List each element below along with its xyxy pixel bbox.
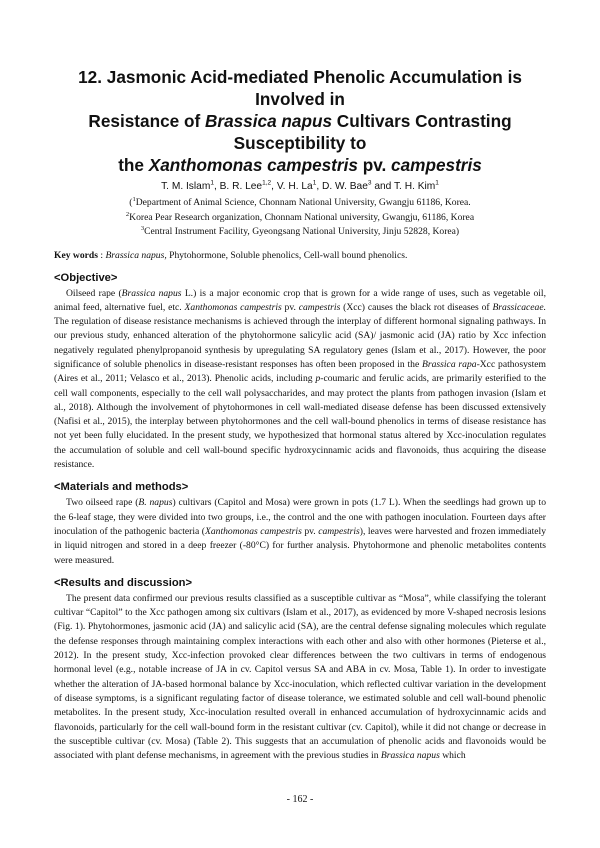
methods-paragraph: Two oilseed rape (B. napus) cultivars (Capitol and Mosa) were grown in pots (1.7 L). When the seedlings had grown up to the 6-leaf stage, they were divided into two groups, i.e., the control and the one with pathogen inoculation. Fourteen days after inoculation of the pathogenic bacteria (Xanthomonas campestris pv. campestris), leaves were harvested and frozen immediately in liquid nitrogen and stored in a deep freezer (-80°C) for further analysis. Phytohormone and phenolic metabolites contents were measured. [54,497,546,566]
affiliation-list [54,196,546,240]
author: T. H. Kim$^1$ [393,179,439,192]
author: T. M. Islam$^1$ [161,179,214,192]
paper-title: 12. Jasmonic Acid-mediated Phenolic Accumulation is Involved in Resistance of Brassica napus Cultivars Contrasting Susceptibility to the Xanthomonas campestris pv. campestris [78,67,522,175]
title-pathogen: Xanthomonas campestris [148,155,358,175]
paper-page [54,66,546,763]
keywords-label: Key words [54,249,98,261]
affiliation: ($^1$Department of Animal Science, Chonnam National University, Gwangju 61186, Korea. [129,195,471,208]
author-list: T. M. Islam$^1$, B. R. Lee$^{1,2}$, V. H. La$^1$, D. W. Bae$^3$ and T. H. Kim$^1$ [161,179,439,192]
section-heading-results: <Results and discussion> [54,576,193,589]
title-line-1: 12. Jasmonic Acid-mediated Phenolic Accumulation is Involved in [78,67,522,109]
page-number: - 162 - [286,794,314,805]
title-species: Brassica napus [204,111,333,131]
author: D. W. Bae$^3$ [322,179,372,192]
section-heading-methods: <Materials and methods> [54,481,189,494]
affiliation: $^3$Central Instrument Facility, Gyeongsang National University, Jinju 52828, Korea) [140,224,460,237]
section-heading-objective: <Objective> [54,271,118,284]
author: B. R. Lee$^{1,2}$ [219,179,272,192]
title-pathovar: campestris [391,155,482,175]
results-paragraph: The present data confirmed our previous results classified as a susceptible cultivar as “Mosa”, while classifying the tolerant cultivar “Capitol” to the Xcc pathogen among six cultivars (Islam et al., 2017), as evidenced by more V-shaped necrosis lesions (Fig. 1). Phytohormones, jasmonic acid (JA) and salicylic acid (SA), are the central defense signaling molecules which regulate the defense responses through maintaining complex interactions with each other and also with other hormones (Pieterse et al., 2012). In the present study, Xcc-infection provoked clear differences between the two cultivars in terms of endogenous hormonal level (e.g., notable increase of JA in cv. Capitol versus SA and ABA in cv. Mosa, Table 1). In order to investigate whether the alteration of JA-based hormonal balance by Xcc-inoculation, which reflected cultivar variation in the development of disease symptoms, is a significant regulating factor of disease tolerance, we estimated soluble and cell wall-bound phenolic metabolites. In the present study, Xcc-inoculation resulted overall in enhanced accumulation of hydroxycinnamic acids and flavonoids, particularly for the cell wall-bound form in the resistant cultivar (cv. Capitol), while it did not change or decrease in the susceptible cultivar (cv. Mosa) (Table 2). This suggests that an accumulation of phenolic acids and flavonoids would be associated with plant defense mechanisms, in agreement with the previous studies in Brassica napus which [54,592,546,762]
author: V. H. La$^1$ [276,179,317,192]
keywords: Key words : Brassica napus, Phytohormone, Soluble phenolics, Cell-wall bound phenolics. [54,249,408,261]
objective-paragraph: Oilseed rape (Brassica napus L.) is a major economic crop that is grown for a wide range of uses, such as vegetable oil, animal feed, alternative fuel, etc. Xanthomonas campestris pv. campestris (Xcc) causes the black rot diseases of Brassicaceae. The regulation of disease resistance mechanisms is achieved through the interplay of different hormonal signaling pathways. In our previous study, enhanced alteration of the phytohormone salicylic acid (SA)/ jasmonic acid (JA) ratio by Xcc infection negatively regulated phenylpropanoid synthesis by upregulating SA regulatory genes (Islam et al., 2017). However, the poor significance of soluble phenolics in disease-resistant responses has often been proposed in the Brassica rapa-Xcc pathosystem (Aires et al., 2011; Velasco et al., 2013). Phenolic acids, including p-coumaric and ferulic acids, are primarily esterified to the cell wall components, especially to the cell wall polysaccharides, and may protect the plants from pathogen invasion (Islam et al., 2018). Although the involvement of phytohormones in cell wall-mediated disease defense has been discussed extensively (Nafisi et al., 2015), the interplay between phytohormones and the cell wall-bound phenolics in terms of disease resistance has not yet been fully elucidated. In the present study, we hypothesized that hormonal status altered by Xcc-inoculation regulates the accumulation of soluble and cell wall-bound specific hydroxycinnamic acids and flavonoids, thus acquiring the disease resistance. [54,287,546,471]
affiliation: $^2$Korea Pear Research organization, Chonnam National university, Gwangju, 61186, Korea [125,210,475,223]
